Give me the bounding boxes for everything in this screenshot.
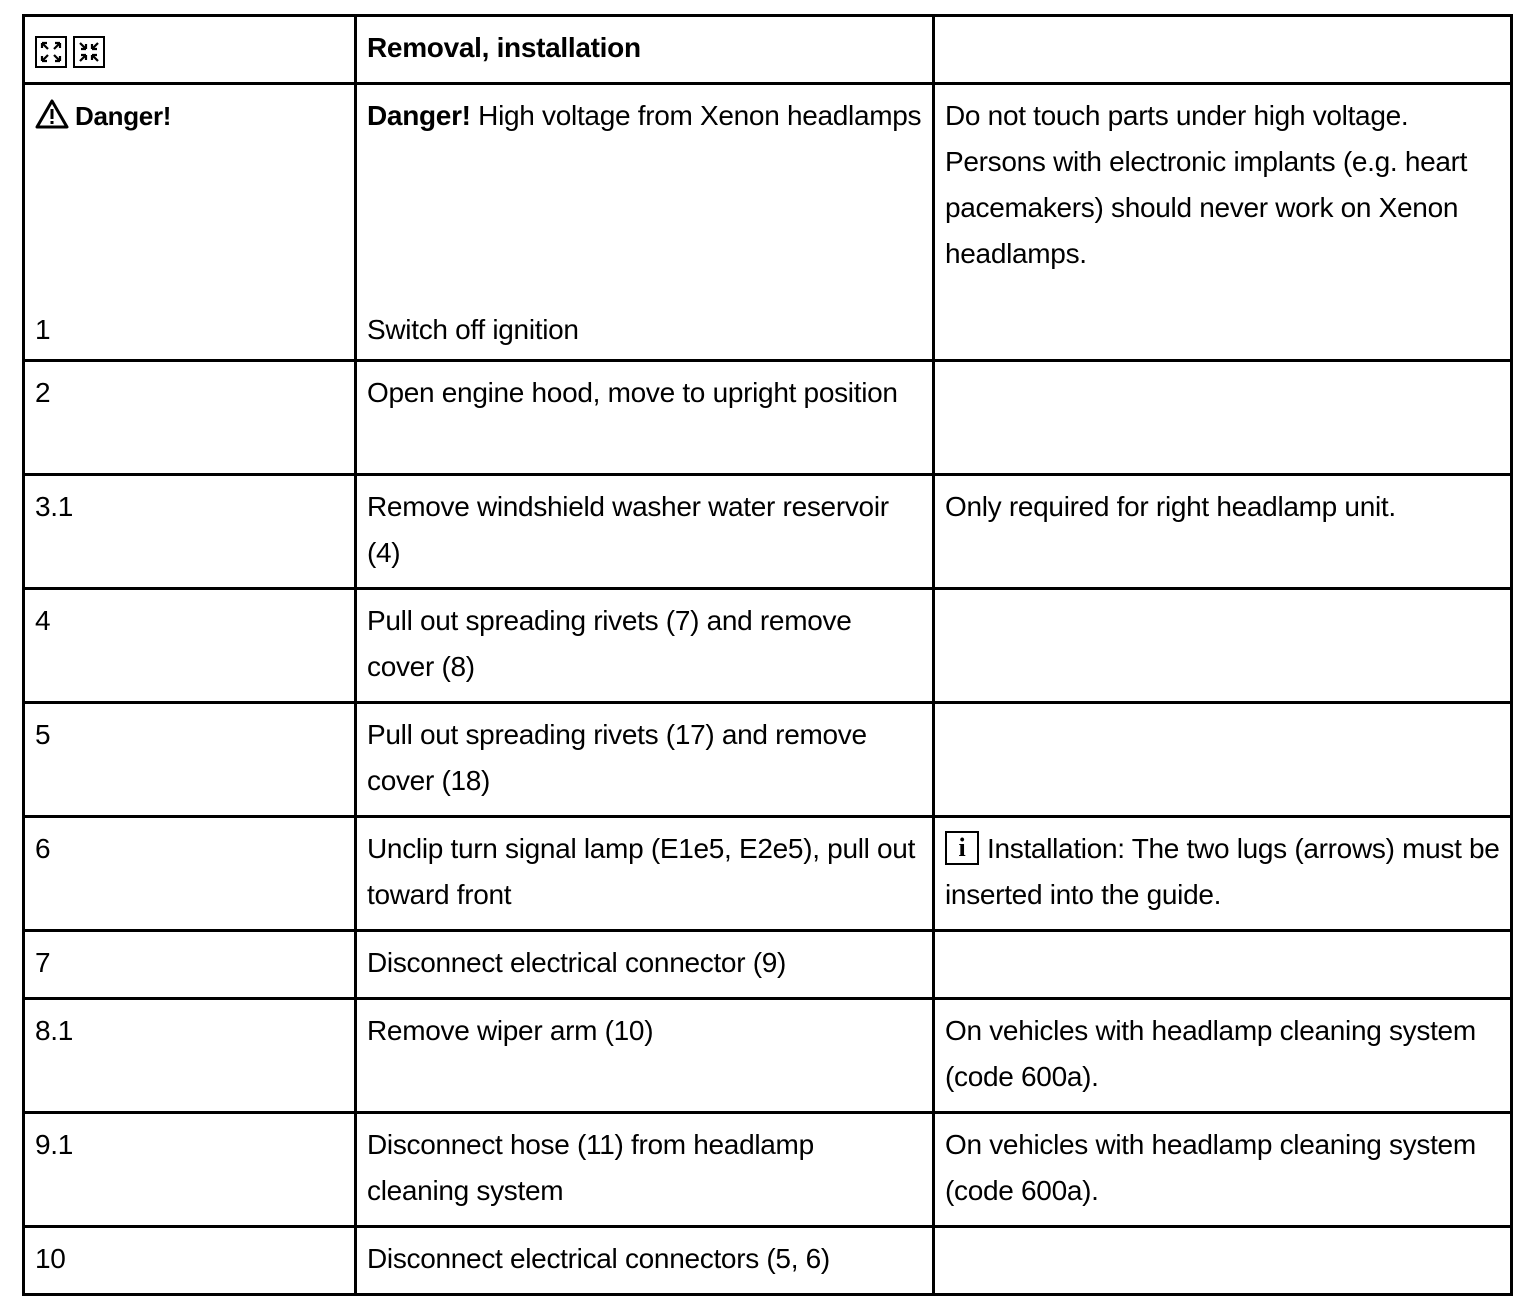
danger-label: Danger! [75,101,172,131]
step-note: Only required for right headlamp unit. [934,475,1512,589]
header-row [24,16,1512,84]
step-row [24,817,1512,931]
step-note [934,1227,1512,1295]
step-row [24,1113,1512,1227]
step-number: 4 [24,589,356,703]
step-text: Open engine hood, move to upright position [356,361,934,475]
step-number: 3.1 [24,475,356,589]
danger-text: High voltage from Xenon headlamps [470,100,922,131]
info-icon: i [945,831,979,865]
step-number: 9.1 [24,1113,356,1227]
step-note [934,931,1512,999]
installation-icon [73,36,105,68]
header-note [934,16,1512,84]
step-note: On vehicles with headlamp cleaning system (code 600a). [934,1113,1512,1227]
step-number: 8.1 [24,999,356,1113]
step-note-cell [934,817,1512,931]
step-text: Disconnect electrical connector (9) [356,931,934,999]
danger-row [24,84,1512,361]
step-text: Switch off ignition [367,314,579,345]
step-text: Remove wiper arm (10) [356,999,934,1113]
step-note: On vehicles with headlamp cleaning system (code 600a). [934,999,1512,1113]
step-row [24,475,1512,589]
step-row [24,361,1512,475]
step-number: 10 [24,1227,356,1295]
danger-text-cell [356,84,934,361]
step-note [934,361,1512,475]
step-note: Installation: The two lugs (arrows) must be inserted into the guide. [945,833,1500,910]
step-number: 1 [35,314,51,345]
header-title: Removal, installation [356,16,934,84]
step-note [934,703,1512,817]
step-row [24,931,1512,999]
step-number: 6 [24,817,356,931]
step-row [24,1227,1512,1295]
step-row [24,999,1512,1113]
danger-text-bold: Danger! [367,100,471,131]
step-text: Remove windshield washer water reservoir (4) [356,475,934,589]
step-text: Disconnect hose (11) from headlamp cleaning system [356,1113,934,1227]
step-text: Unclip turn signal lamp (E1e5, E2e5), pull out toward front [356,817,934,931]
step-number: 2 [24,361,356,475]
step-text: Pull out spreading rivets (17) and remove cover (18) [356,703,934,817]
step-note [934,589,1512,703]
step-number: 7 [24,931,356,999]
danger-label-cell [24,84,356,361]
step-text: Disconnect electrical connectors (5, 6) [356,1227,934,1295]
warning-triangle-icon [35,99,69,129]
step-text: Pull out spreading rivets (7) and remove cover (8) [356,589,934,703]
removal-icon [35,36,67,68]
step-number: 5 [24,703,356,817]
procedure-table [22,14,1513,1296]
danger-note: Do not touch parts under high voltage. Persons with electronic implants (e.g. heart pacemakers) should never work on Xenon headlamps. [934,84,1512,361]
header-icons-cell [24,16,356,84]
step-row [24,703,1512,817]
step-row [24,589,1512,703]
